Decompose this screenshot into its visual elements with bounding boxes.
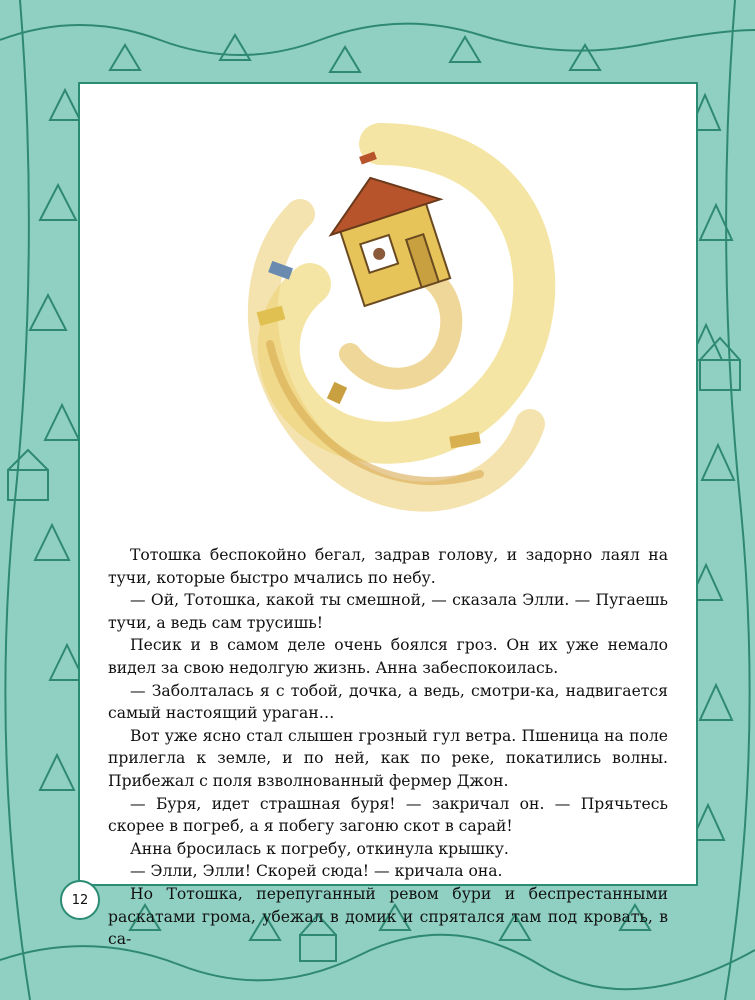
paragraph: Но Тотошка, перепуганный ревом бури и беспрестанными раскатами грома, убежал в домик и спрятался там под кровать, в са- (108, 884, 668, 949)
paragraph: — Ой, Тотошка, какой ты смешной, — сказала Элли. — Пугаешь тучи, а ведь сам трусишь! (108, 591, 668, 632)
paragraph: — Элли, Элли! Скорей сюда! — кричала она. (130, 862, 503, 881)
paragraph: Анна бросилась к погребу, откинула крышку. (130, 839, 509, 858)
paragraph: Тотошка беспокойно бегал, задрав голову, и задорно лаял на тучи, которые быстро мчались по небу. (108, 546, 668, 587)
paragraph: Песик и в самом деле очень боялся гроз. Он их уже немало видел за свою недолгую жизнь. Анна забеспокоилась. (108, 636, 668, 677)
paragraph: — Буря, идет страшная буря! — закричал он. — Прячьтесь скорее в погреб, а я побегу загоню скот в сарай! (108, 794, 668, 836)
page-number: 12 (60, 880, 100, 920)
story-text (108, 544, 668, 951)
paragraph: Вот уже ясно стал слышен грозный гул ветра. Пшеница на поле прилегла к земле, и по ней, как по реке, покатились волны. Прибежал с поля взволнованный фермер Джон. (108, 726, 668, 790)
paragraph: — Заболталась я с тобой, дочка, а ведь, смотри-ка, надвигается самый настоящий ураган… (108, 681, 668, 723)
house-in-cyclone-icon (180, 104, 580, 524)
